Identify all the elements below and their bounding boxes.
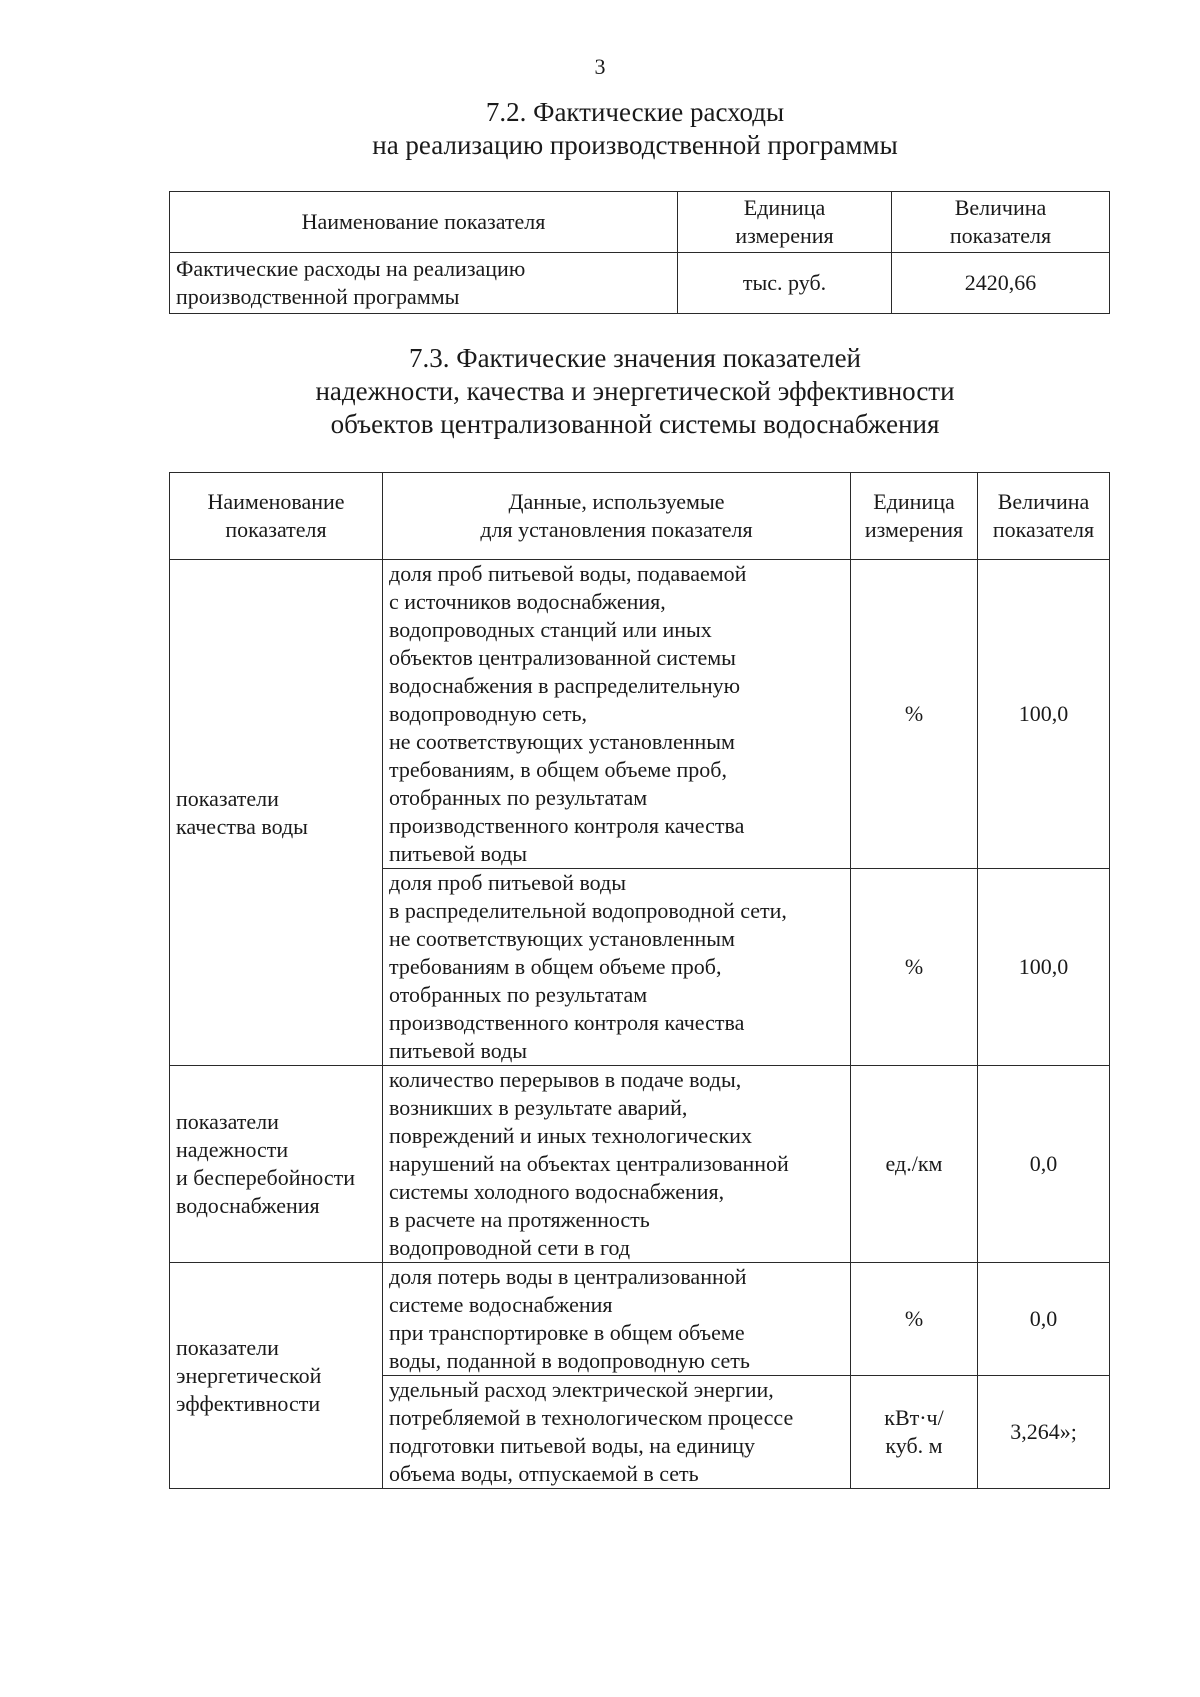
value-cell: 100,0 <box>978 560 1110 869</box>
data-used-cell: доля проб питьевой воды в распределительной водопроводной сети, не соответствующих установленным требованиям в общем объеме проб, отобранных по результатам производственного контроля качества питьевой воды <box>383 869 851 1066</box>
header-unit: Единица измерения <box>851 473 978 560</box>
unit-cell: % <box>851 869 978 1066</box>
value-cell: 100,0 <box>978 869 1110 1066</box>
table-row <box>170 560 1110 869</box>
indicators-table <box>169 472 1110 1489</box>
header-value: Величина показателя <box>892 192 1110 253</box>
unit-cell: % <box>851 1263 978 1376</box>
data-used-cell: количество перерывов в подаче воды, возникших в результате аварий, повреждений и иных технологических нарушений на объектах централизованной системы холодного водоснабжения, в расчете на протяженность водопроводной сети в год <box>383 1066 851 1263</box>
indicator-group-name-cell: показатели качества воды <box>170 560 383 1066</box>
unit-cell: ед./км <box>851 1066 978 1263</box>
header-unit: Единица измерения <box>678 192 892 253</box>
value-cell: 0,0 <box>978 1066 1110 1263</box>
section-7-2-title-line: на реализацию производственной программы <box>372 130 898 160</box>
expenses-table-header <box>170 192 1110 253</box>
unit-cell: тыс. руб. <box>678 253 892 314</box>
value-cell: 2420,66 <box>892 253 1110 314</box>
header-data-used: Данные, используемые для установления показателя <box>383 473 851 560</box>
table-row <box>170 1066 1110 1263</box>
section-7-3-title-line: 7.3. Фактические значения показателей <box>408 343 862 373</box>
indicator-group-name-cell: показатели энергетической эффективности <box>170 1263 383 1489</box>
indicator-group-name-cell: показатели надежности и бесперебойности водоснабжения <box>170 1066 383 1263</box>
unit-cell: кВт·ч/ куб. м <box>851 1376 978 1489</box>
indicator-name-cell: Фактические расходы на реализацию производственной программы <box>170 253 678 314</box>
table-row <box>170 1263 1110 1376</box>
header-value: Величина показателя <box>978 473 1110 560</box>
section-7-3-title-line: надежности, качества и энергетической эффективности <box>315 376 955 406</box>
unit-cell: % <box>851 560 978 869</box>
header-indicator-name: Наименование показателя <box>170 192 678 253</box>
section-7-2-title-line: 7.2. Фактические расходы <box>485 97 785 127</box>
section-7-2-title <box>0 96 1200 162</box>
value-cell: 3,264»; <box>978 1376 1110 1489</box>
data-used-cell: доля проб питьевой воды, подаваемой с источников водоснабжения, водопроводных станций или иных объектов централизованной системы водоснабжения в распределительную водопроводную сеть, не соответствующих установленным требованиям, в общем объеме проб, отобранных по результатам производственного контроля качества питьевой воды <box>383 560 851 869</box>
table-row <box>170 253 1110 314</box>
indicators-table-header <box>170 473 1110 560</box>
section-7-3-title-line: объектов централизованной системы водоснабжения <box>330 409 940 439</box>
value-cell: 0,0 <box>978 1263 1110 1376</box>
header-indicator-name: Наименование показателя <box>170 473 383 560</box>
data-used-cell: удельный расход электрической энергии, потребляемой в технологическом процессе подготовки питьевой воды, на единицу объема воды, отпускаемой в сеть <box>383 1376 851 1489</box>
data-used-cell: доля потерь воды в централизованной системе водоснабжения при транспортировке в общем объеме воды, поданной в водопроводную сеть <box>383 1263 851 1376</box>
expenses-table <box>169 191 1110 314</box>
page-number: 3 <box>594 54 606 79</box>
section-7-3-title <box>0 342 1200 441</box>
